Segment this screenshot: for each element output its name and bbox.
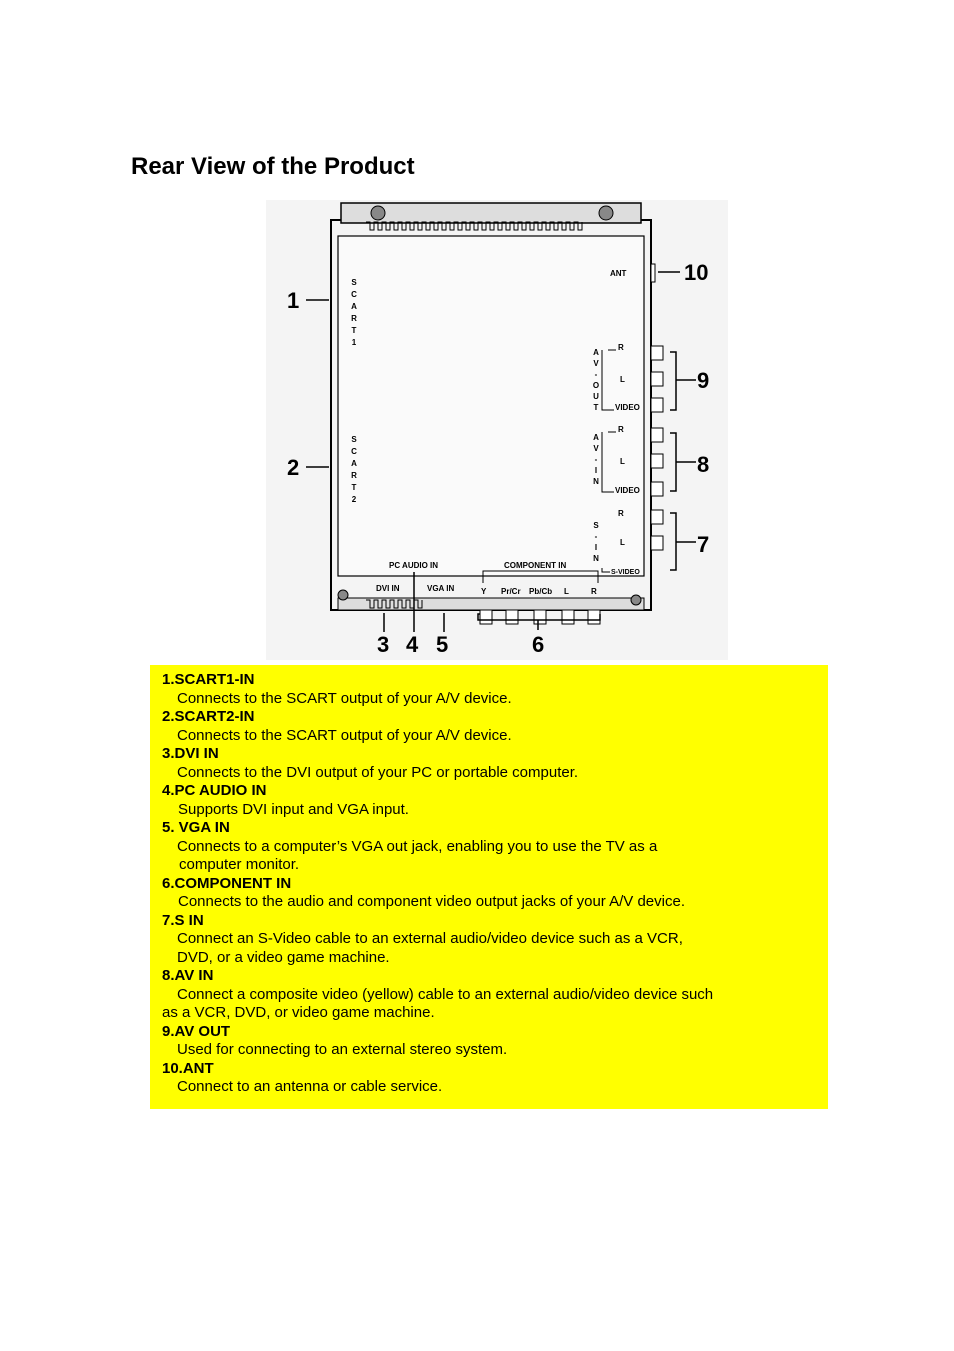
item-description: Connects to the audio and component video output jacks of your A/V device. xyxy=(178,893,685,910)
av-in-l-jack xyxy=(651,454,663,468)
item-title: 6.COMPONENT IN xyxy=(162,874,292,892)
item-description: Connects to the SCART output of your A/V device. xyxy=(177,689,512,707)
item-description: Connect a composite video (yellow) cable to an external audio/video device such xyxy=(177,985,714,1003)
component-pbcb-label: Pb/Cb xyxy=(529,587,553,596)
callout-9: 9 xyxy=(697,368,710,393)
description-item xyxy=(162,671,828,708)
description-item xyxy=(162,708,828,745)
callout-1: 1 xyxy=(287,288,300,313)
description-item xyxy=(162,967,828,1023)
item-title: 8.AV IN xyxy=(162,967,214,984)
scart1-letter: 1 xyxy=(351,338,357,347)
item-title: 10.ANT xyxy=(162,1059,214,1077)
s-in-letter: S xyxy=(593,521,599,530)
scart1-letter: S xyxy=(351,278,357,287)
component-l-label: L xyxy=(564,587,569,596)
connector-descriptions xyxy=(150,665,828,1109)
pc-audio-in-label: PC AUDIO IN xyxy=(389,561,439,570)
description-item xyxy=(162,1060,828,1097)
av-out-video-jack xyxy=(651,398,663,412)
av-in-letter: V xyxy=(593,444,599,453)
s-video-label: S-VIDEO xyxy=(611,569,640,576)
component-y-label: Y xyxy=(481,587,487,596)
description-item xyxy=(162,782,828,819)
callout-8: 8 xyxy=(697,452,710,477)
item-description: computer monitor. xyxy=(179,856,300,873)
description-item xyxy=(162,745,828,782)
item-title: 4.PC AUDIO IN xyxy=(162,782,267,799)
rear-view-diagram xyxy=(266,200,728,660)
ant-label: ANT xyxy=(610,269,627,278)
item-description: Connects to the SCART output of your A/V device. xyxy=(177,726,512,744)
scart2-letter: R xyxy=(351,471,357,480)
av-in-l-label: L xyxy=(620,457,625,466)
top-bracket xyxy=(341,203,641,223)
scart2-letter: C xyxy=(351,447,357,456)
scart2-letter: S xyxy=(351,435,357,444)
callout-6: 6 xyxy=(532,632,545,657)
scart1-letter: A xyxy=(351,302,357,311)
vga-in-label: VGA IN xyxy=(427,584,455,593)
av-in-letter: A xyxy=(593,433,599,442)
callout-5: 5 xyxy=(436,632,449,657)
callout-3: 3 xyxy=(377,632,390,657)
av-in-r-label: R xyxy=(618,425,624,434)
item-title: 9.AV OUT xyxy=(162,1022,231,1040)
component-in-label: COMPONENT IN xyxy=(504,561,567,570)
item-description: Connects to the DVI output of your PC or portable computer. xyxy=(177,763,579,781)
scart2-letter: 2 xyxy=(351,495,357,504)
av-out-letter: V xyxy=(593,359,599,368)
description-item xyxy=(162,875,828,912)
av-out-letter: U xyxy=(593,392,599,401)
item-title: 7.S IN xyxy=(162,911,204,929)
top-vent xyxy=(366,222,582,230)
av-out-letter: T xyxy=(593,403,599,412)
av-out-video-label: VIDEO xyxy=(615,403,640,412)
av-out-l-jack xyxy=(651,372,663,386)
scart1-letter: T xyxy=(351,326,357,335)
av-out-l-label: L xyxy=(620,375,625,384)
av-out-letter: A xyxy=(593,348,599,357)
av-out-letter: - xyxy=(594,370,598,379)
callout-4: 4 xyxy=(406,632,419,657)
item-description: DVD, or a video game machine. xyxy=(177,948,390,966)
description-item xyxy=(162,1023,828,1060)
item-title: 2.SCART2-IN xyxy=(162,708,255,725)
s-in-letter: N xyxy=(593,554,599,563)
description-item xyxy=(162,912,828,968)
screw-icon xyxy=(631,595,641,605)
av-in-letter: - xyxy=(594,455,598,464)
item-title: 1.SCART1-IN xyxy=(162,671,255,688)
item-title: 5. VGA IN xyxy=(162,819,230,836)
s-in-l-label: L xyxy=(620,538,625,547)
av-in-letter: N xyxy=(593,477,599,486)
scart2-letter: A xyxy=(351,459,357,468)
s-in-r-label: R xyxy=(618,509,624,518)
item-description: Connects to a computer’s VGA out jack, enabling you to use the TV as a xyxy=(177,837,658,855)
item-description: Supports DVI input and VGA input. xyxy=(178,800,409,818)
screw-icon xyxy=(371,206,385,220)
component-r-label: R xyxy=(591,587,597,596)
item-title: 3.DVI IN xyxy=(162,745,219,762)
av-out-r-jack xyxy=(651,346,663,360)
item-description: Connect to an antenna or cable service. xyxy=(177,1078,443,1095)
callout-10: 10 xyxy=(684,260,709,285)
av-out-letter: O xyxy=(592,381,600,390)
av-out-r-label: R xyxy=(618,343,624,352)
s-in-l-jack xyxy=(651,536,663,550)
item-description: Used for connecting to an external stereo system. xyxy=(177,1041,508,1058)
page-title: Rear View of the Product xyxy=(131,153,415,180)
item-description: as a VCR, DVD, or video game machine. xyxy=(162,1004,435,1021)
av-in-letter: I xyxy=(594,466,598,475)
scart2-letter: T xyxy=(351,483,357,492)
scart1-letter: R xyxy=(351,314,357,323)
ant-port xyxy=(651,264,655,282)
component-prcr-label: Pr/Cr xyxy=(501,587,521,596)
av-in-r-jack xyxy=(651,428,663,442)
av-in-video-jack xyxy=(651,482,663,496)
av-in-video-label: VIDEO xyxy=(615,486,640,495)
dvi-in-label: DVI IN xyxy=(376,584,400,593)
s-in-r-jack xyxy=(651,510,663,524)
item-description: Connect an S-Video cable to an external audio/video device such as a VCR, xyxy=(177,930,683,947)
callout-2: 2 xyxy=(287,455,300,480)
s-in-letter: - xyxy=(594,532,598,541)
callout-7: 7 xyxy=(697,532,710,557)
description-item xyxy=(162,819,828,875)
screw-icon xyxy=(599,206,613,220)
s-in-letter: I xyxy=(594,543,598,552)
screw-icon xyxy=(338,590,348,600)
scart1-letter: C xyxy=(351,290,357,299)
